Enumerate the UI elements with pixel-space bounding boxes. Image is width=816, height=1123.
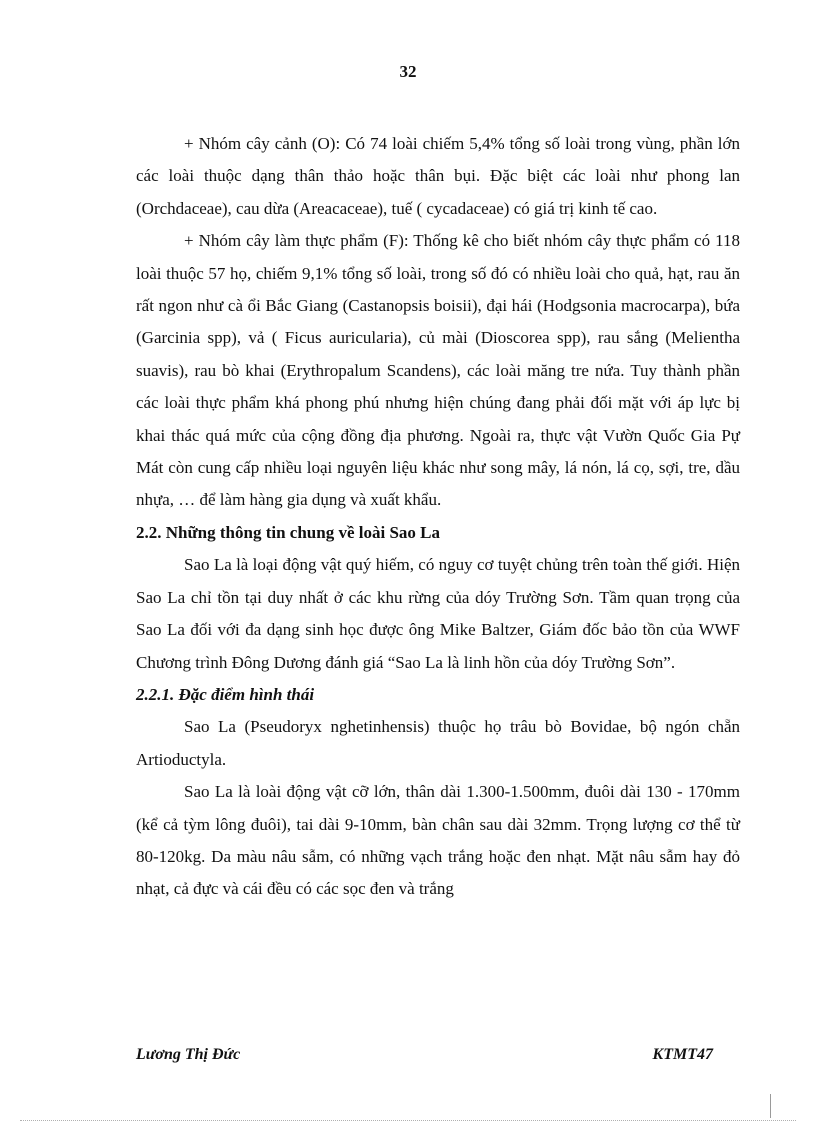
paragraph-body-measurements: Sao La là loài động vật cỡ lớn, thân dài 1.300-1.500mm, đuôi dài 130 - 170mm (kể cả tỳm lông đuôi), tai dài 9-10mm, bàn chân sau dài 32mm. Trọng lượng cơ thể từ 80-120kg. Da màu nâu sẫm, có những vạch trắng hoặc đen nhạt. Mặt nâu sẫm hay đỏ nhạt, cả đực và cái đều có các sọc đen và trắng [136, 782, 740, 899]
page-corner-mark [770, 1094, 771, 1118]
paragraph-food-plants: + Nhóm cây làm thực phẩm (F): Thống kê cho biết nhóm cây thực phẩm có 118 loài thuộc 57 họ, chiếm 9,1% tổng số loài, trong số đó có nhiều loài cho quả, hạt, rau ăn rất ngon như cà ổi Bắc Giang (Castanopsis boisii), đại hái (Hodgsonia macrocarpa), bứa (Garcinia spp), vả ( Ficus auricularia), củ mài (Dioscorea spp), rau sắng (Melientha suavis), rau bò khai (Erythropalum Scandens), các loài măng tre nứa. Tuy thành phần các loài thực phẩm khá phong phú nhưng hiện chúng đang phải đối mặt với áp lực bị khai thác quá mức của cộng đồng địa phương. Ngoài ra, thực vật Vườn Quốc Gia Pự Mát còn cung cấp nhiều loại nguyên liệu khác như song mây, lá nón, lá cọ, sợi, tre, dầu nhựa, … để làm hàng gia dụng và xuất khẩu. [136, 231, 740, 510]
section-heading-sao-la: 2.2. Những thông tin chung về loài Sao La [136, 522, 440, 542]
paragraph-ornamental-plants: + Nhóm cây cảnh (O): Có 74 loài chiếm 5,4% tổng số loài trong vùng, phần lớn các loài thuộc dạng thân thảo hoặc thân bụi. Đặc biệt các loài như phong lan (Orchdaceae), cau dừa (Areacaceae), tuế ( cycadaceae) có giá trị kinh tế cao. [136, 134, 740, 218]
footer-class-code: KTMT47 [652, 1046, 713, 1063]
paragraph-sao-la-intro: Sao La là loại động vật quý hiếm, có nguy cơ tuyệt chủng trên toàn thế giới. Hiện Sao La chỉ tồn tại duy nhất ở các khu rừng của dóy Trường Sơn. Tầm quan trọng của Sao La đối với đa dạng sinh học được ông Mike Baltzer, Giám đốc bảo tồn của WWF Chương trình Đông Dương đánh giá “Sao La là linh hồn của dóy Trường Sơn”. [136, 555, 740, 672]
page-bottom-divider [20, 1120, 796, 1121]
footer-author: Lương Thị Đức [136, 1046, 241, 1063]
page-footer [136, 1046, 713, 1064]
subsection-heading-morphology: 2.2.1. Đặc điểm hình thái [136, 684, 315, 704]
paragraph-taxonomy: Sao La (Pseudoryx nghetinhensis) thuộc họ trâu bò Bovidae, bộ ngón chẵn Artioductyla. [136, 717, 740, 769]
document-body [136, 128, 740, 906]
page-number: 32 [399, 62, 417, 81]
